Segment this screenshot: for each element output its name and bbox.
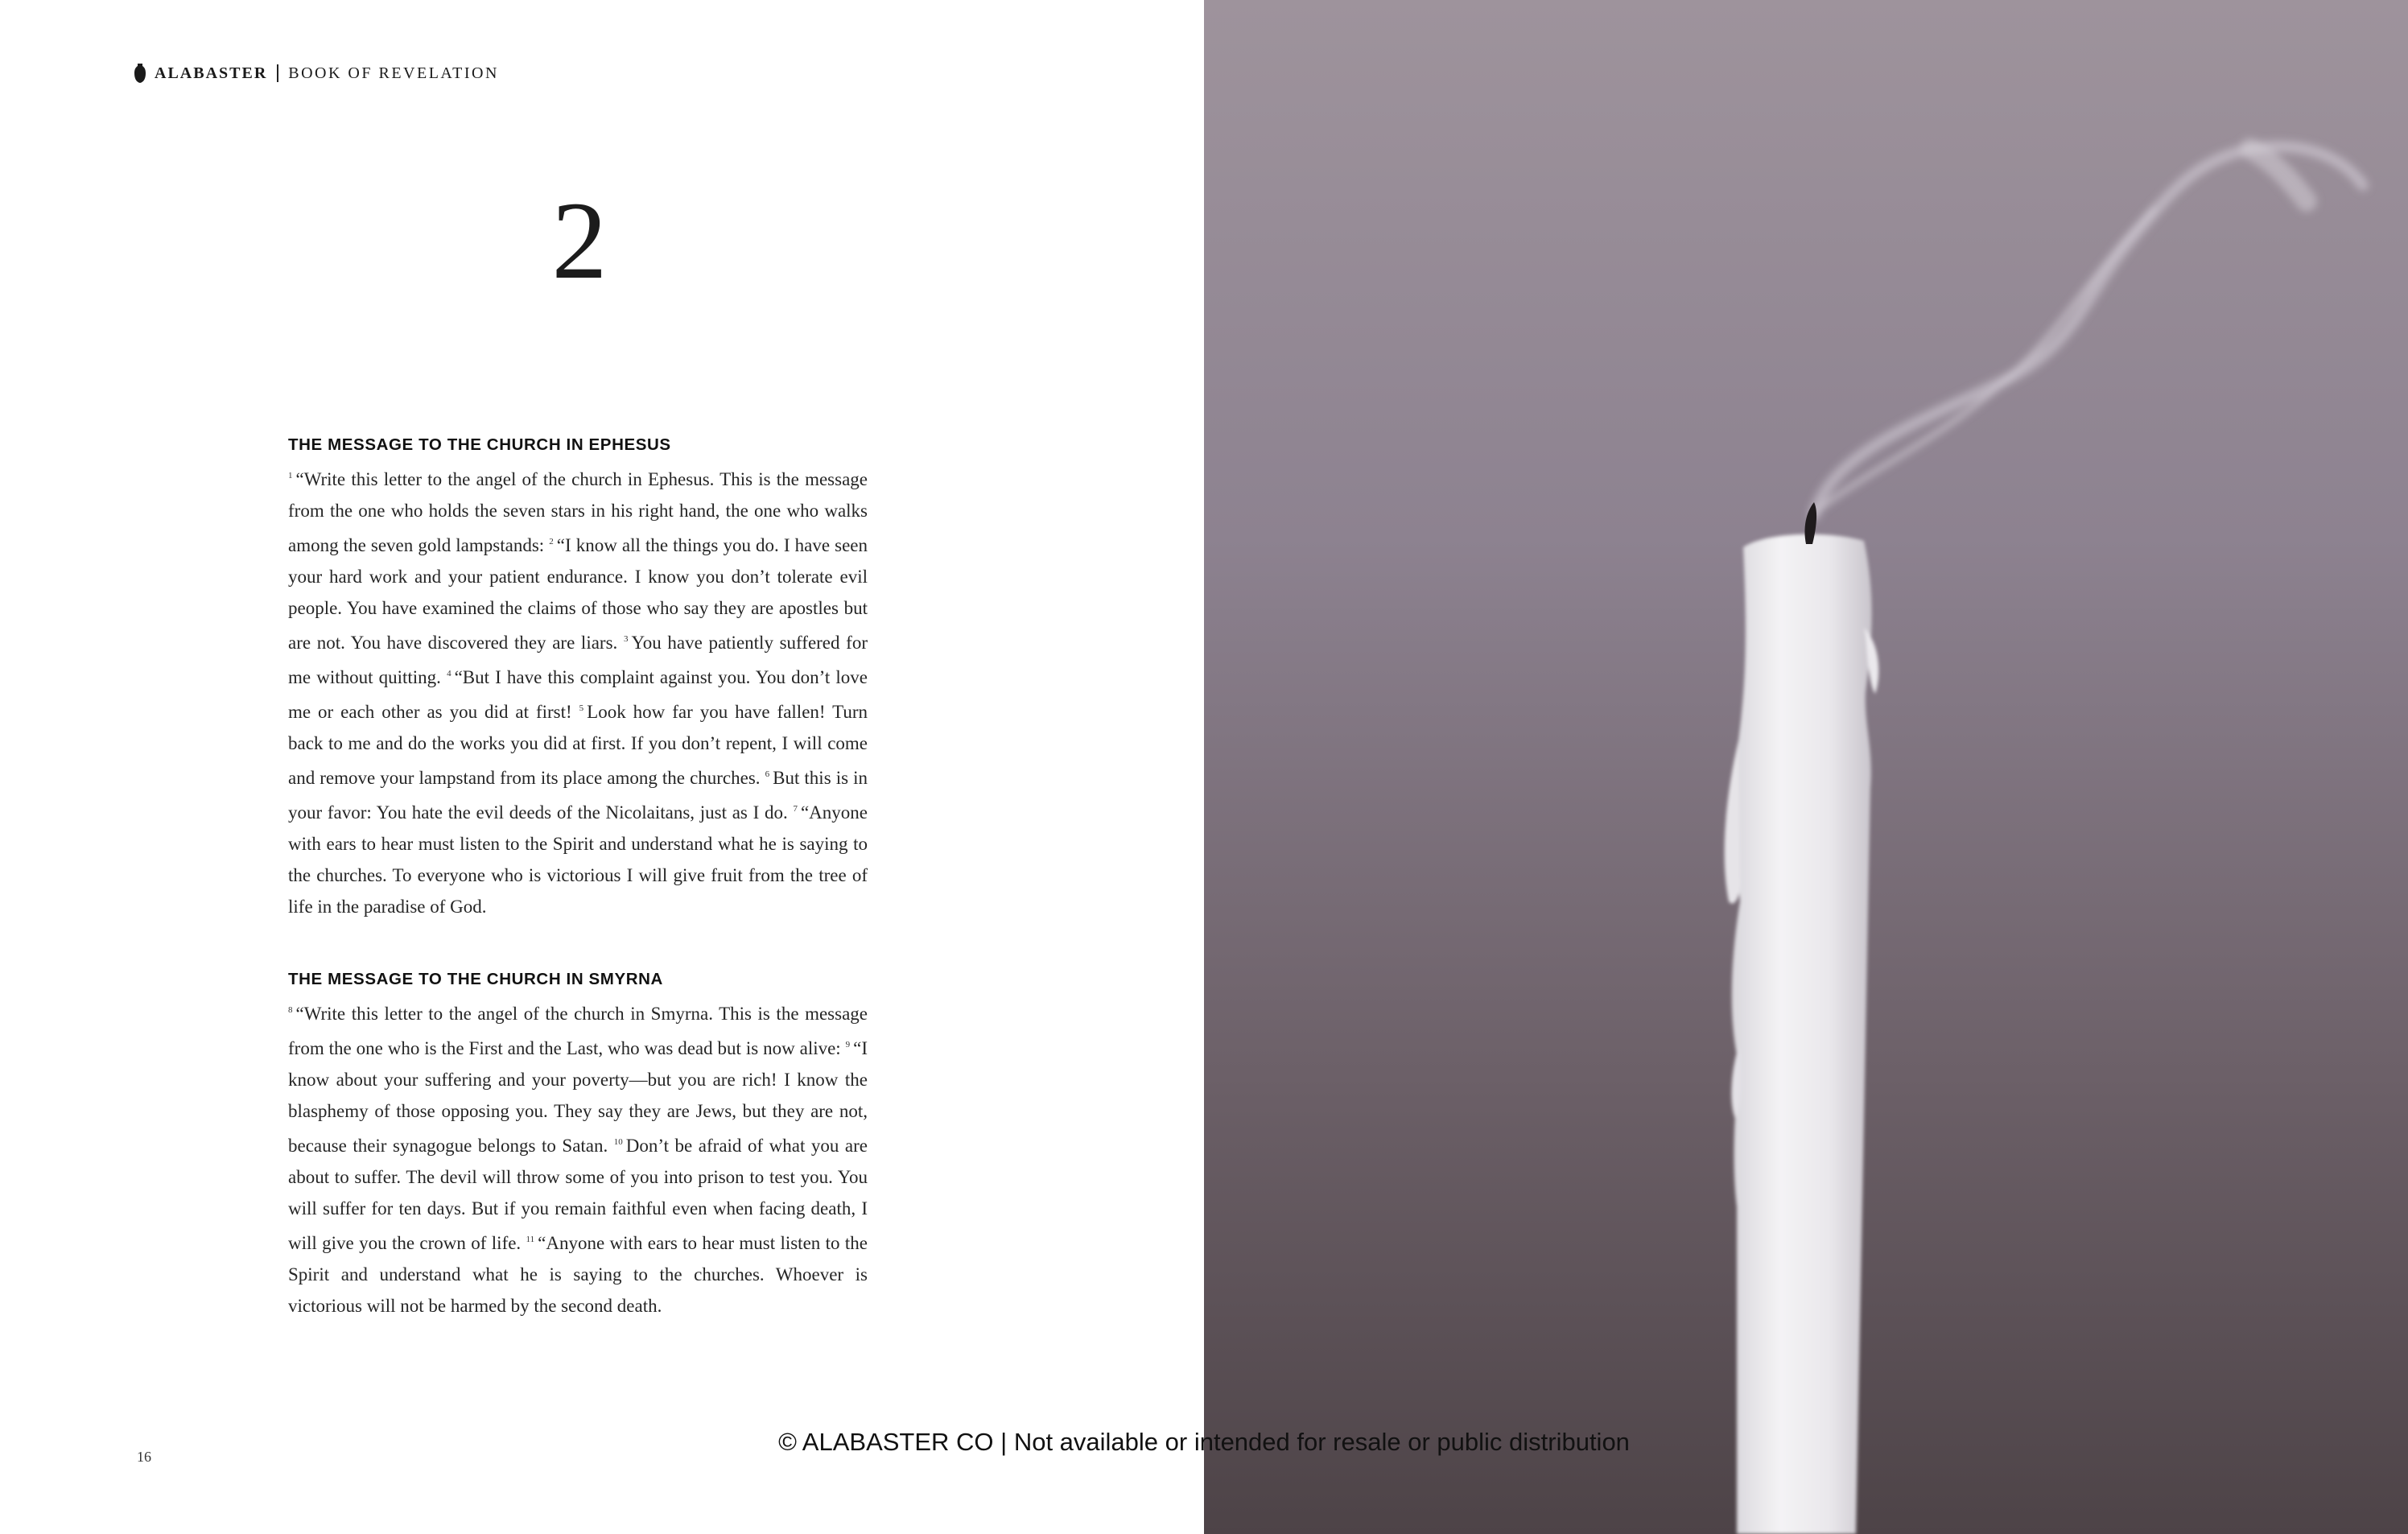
verse-number: 8 (288, 1005, 293, 1015)
section-smyrna (288, 967, 868, 1322)
right-page-photo (1204, 0, 2408, 1534)
section-heading: THE MESSAGE TO THE CHURCH IN SMYRNA (288, 970, 663, 988)
running-header (134, 61, 499, 85)
chapter-number: 2 (551, 179, 608, 302)
verse-text: “Write this letter to the angel of the church in Ephesus. This is the message from the one who holds the seven stars in his right hand, the one who walks among the seven gold lampstands: (288, 469, 868, 555)
alabaster-jar-icon (134, 63, 146, 84)
page-number: 16 (137, 1449, 151, 1465)
header-book-title: BOOK OF REVELATION (288, 64, 499, 82)
section-body (288, 995, 868, 1322)
verse-number: 1 (288, 471, 293, 480)
verse-number: 9 (845, 1040, 851, 1049)
header-brand: ALABASTER (155, 64, 268, 82)
verse-number: 3 (623, 634, 629, 644)
verse-number: 4 (447, 669, 452, 678)
verse-number: 6 (765, 769, 770, 779)
verse-number: 2 (549, 537, 554, 546)
verse-text: “I know about your suffering and your poverty—but you are rich! I know the blasphemy of those opposing you. They say they are Jews, but they are not, because their synagogue belongs to Satan. (288, 1038, 868, 1156)
verse-text: “Write this letter to the angel of the church in Smyrna. This is the message from the one who is the First and the Last, who was dead but is now alive: (288, 1004, 868, 1058)
verse-number: 11 (526, 1235, 535, 1244)
section-heading: THE MESSAGE TO THE CHURCH IN EPHESUS (288, 435, 671, 454)
verse-text: You have patiently suffered for me without quitting. (288, 633, 868, 687)
verse-text: Don’t be afraid of what you are about to suffer. The devil will throw some of you into prison to test you. You will suffer for ten days. But if you remain faithful even when facing death, I will give you the crown of life. (288, 1136, 868, 1253)
verse-text: But this is in your favor: You hate the evil deeds of the Nicolaitans, just as I do. (288, 768, 868, 823)
section-body (288, 460, 868, 922)
verse-number: 5 (579, 703, 584, 713)
smoke-wisp (1814, 146, 2363, 515)
verse-text: “Anyone with ears to hear must listen to the Spirit and understand what he is saying to the churches. To everyone who is victorious I will give fruit from the tree of life in the paradise of God. (288, 802, 868, 917)
copyright-notice: © ALABASTER CO | Not available or intended for resale or public distribution (778, 1428, 1630, 1456)
verse-number: 10 (613, 1137, 623, 1147)
candle-smoke-photo (1204, 0, 2408, 1534)
verse-text: “Anyone with ears to hear must listen to the Spirit and understand what he is saying to the churches. Whoever is victorious will not be harmed by the second death. (288, 1233, 868, 1316)
verse-text: “I know all the things you do. I have seen your hard work and your patient endurance. I know you don’t tolerate evil people. You have examined the claims of those who say they are apostles but are not. You have discovered they are liars. (288, 535, 868, 653)
verse-number: 7 (793, 804, 798, 814)
verse-text: Look how far you have fallen! Turn back to me and do the works you did at first. If you don’t repent, I will come and remove your lampstand from its place among the churches. (288, 702, 868, 788)
verse-text: “But I have this complaint against you. You don’t love me or each other as you did at first! (288, 667, 868, 722)
candle (1725, 534, 1879, 1534)
section-ephesus (288, 433, 868, 922)
header-divider (277, 64, 278, 82)
